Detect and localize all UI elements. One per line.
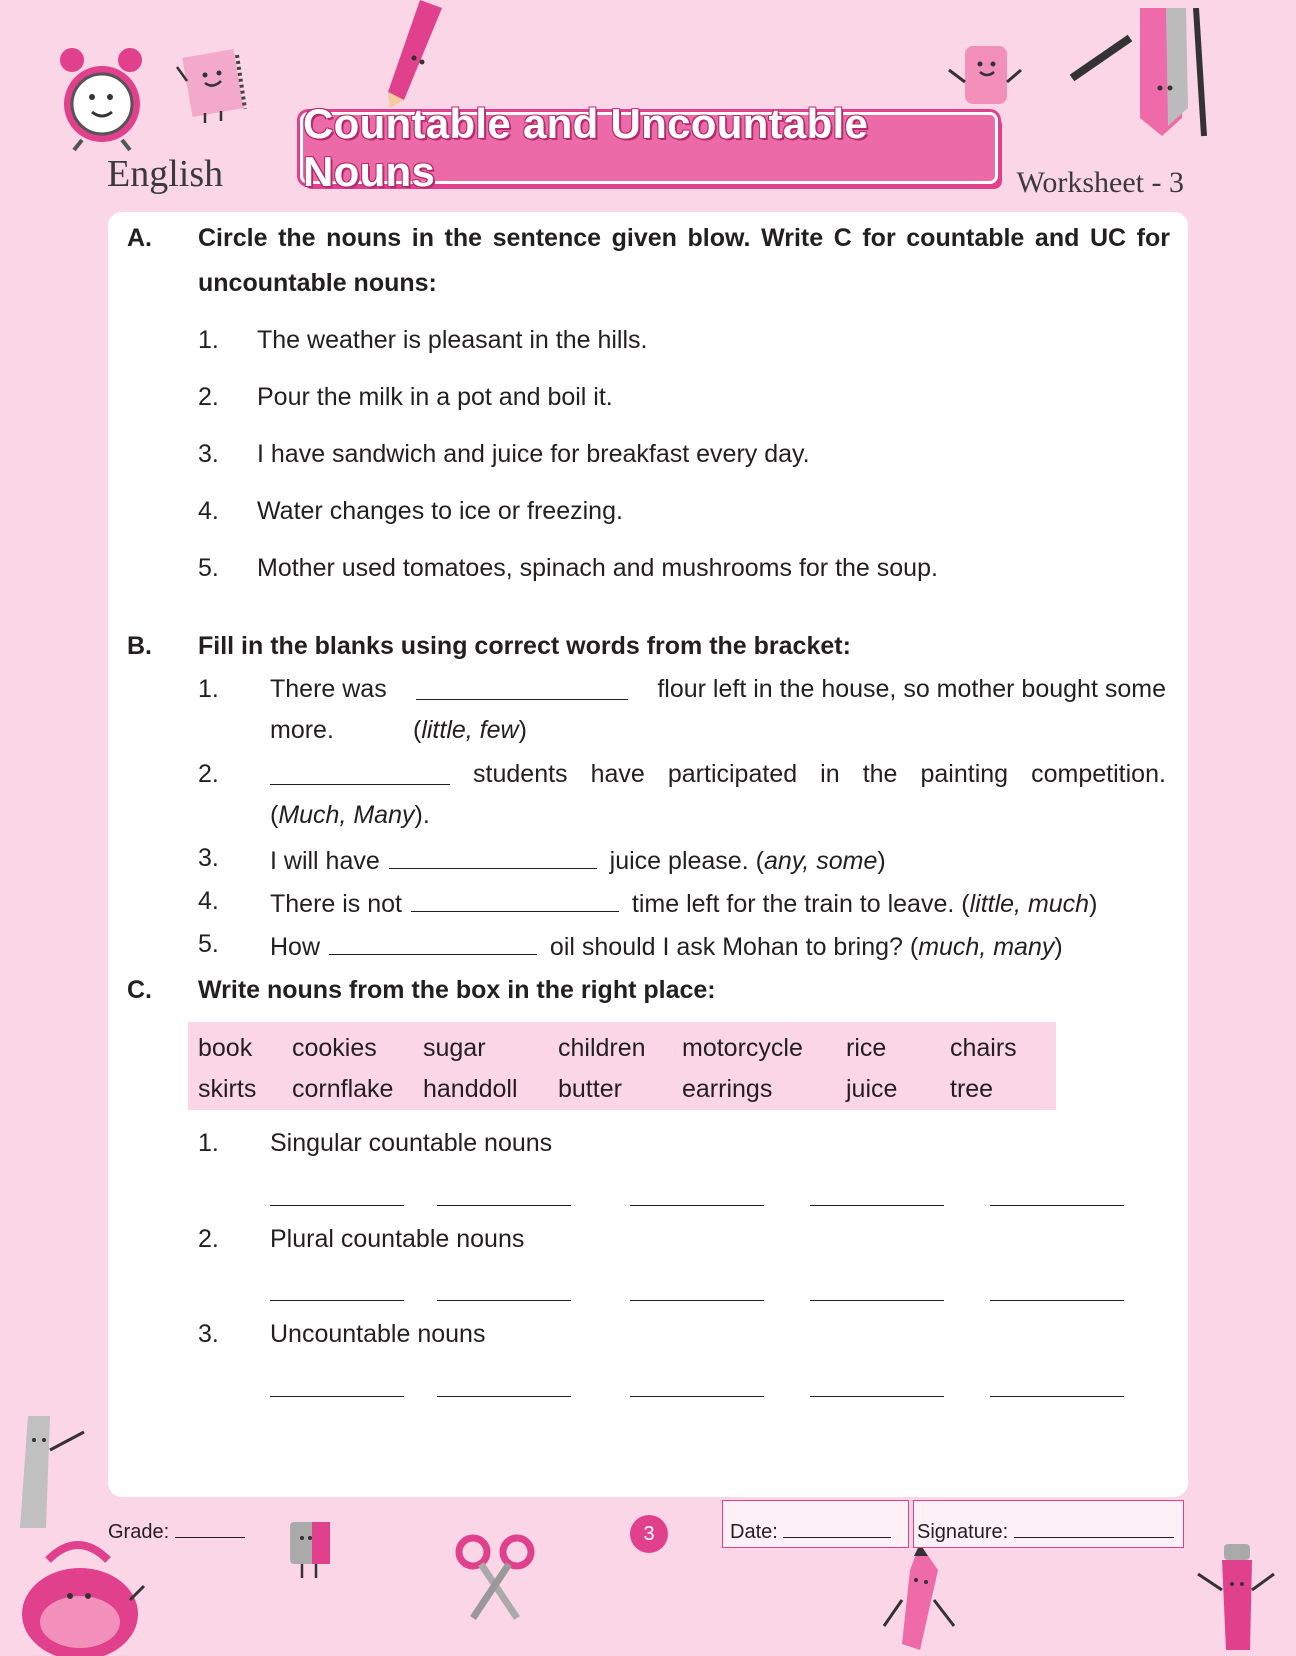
item-number: 3. <box>198 1320 219 1348</box>
pen-character-icon <box>1190 1540 1280 1656</box>
date-label: Date: <box>730 1521 778 1543</box>
item-number: 2. <box>198 383 219 411</box>
item-number: 2. <box>198 1225 219 1253</box>
options-text: Much, Many <box>278 801 415 829</box>
box-word: sugar <box>423 1034 486 1062</box>
answer-blank[interactable] <box>411 889 619 912</box>
box-word: juice <box>846 1075 898 1103</box>
options-hint <box>270 803 430 828</box>
sharpener-character-icon <box>282 1516 342 1582</box>
item-number: 3. <box>198 844 219 872</box>
box-word: butter <box>558 1075 622 1103</box>
sentence-item: The weather is pleasant in the hills. <box>257 326 648 354</box>
blank-word: competition. <box>1031 760 1166 788</box>
signature-field <box>917 1519 1174 1544</box>
date-field <box>730 1519 891 1544</box>
options-close: ) <box>518 716 527 744</box>
blank-word: painting <box>920 760 1009 788</box>
answer-blank[interactable] <box>416 677 628 700</box>
item-number: 4. <box>198 497 219 525</box>
item-number: 2. <box>198 760 219 788</box>
box-word: handdoll <box>423 1075 518 1103</box>
answer-blank[interactable] <box>329 932 537 955</box>
box-word: tree <box>950 1075 994 1103</box>
fill-blank-item <box>270 762 1166 787</box>
sentence-item: I have sandwich and juice for breakfast every day. <box>257 440 810 468</box>
bag-character-icon <box>18 1530 148 1656</box>
answer-line[interactable] <box>990 1396 1124 1397</box>
box-word: earrings <box>682 1075 773 1103</box>
blank-prefix: There was <box>270 675 387 703</box>
item-number: 5. <box>198 554 219 582</box>
section-a-letter: A. <box>127 224 152 252</box>
scissors-icon <box>455 1532 535 1622</box>
options-close: ). <box>414 801 430 829</box>
answer-line[interactable] <box>810 1396 944 1397</box>
blank-suffix: flour left in the house, so mother bought some <box>657 675 1166 703</box>
answer-line[interactable] <box>990 1205 1124 1206</box>
answer-line[interactable] <box>630 1300 764 1301</box>
fill-blank-item <box>270 932 1063 960</box>
section-b-letter: B. <box>127 632 152 660</box>
section-c-letter: C. <box>127 976 152 1004</box>
options-text: any, some <box>763 847 878 875</box>
signature-blank[interactable] <box>1014 1519 1174 1538</box>
category-label: Uncountable nouns <box>270 1320 486 1348</box>
box-word: book <box>198 1034 253 1062</box>
word-box <box>188 1022 1056 1110</box>
grade-label: Grade: <box>108 1521 170 1543</box>
options-hint <box>413 718 527 743</box>
item-number: 1. <box>198 675 219 703</box>
pencil-character-icon <box>380 0 450 110</box>
answer-line[interactable] <box>990 1300 1124 1301</box>
box-word: cornflake <box>292 1075 394 1103</box>
blank-suffix: time left for the train to leave. <box>631 890 955 918</box>
blank-word: have <box>590 760 645 788</box>
page-number: 3 <box>643 1522 655 1545</box>
answer-line[interactable] <box>437 1300 571 1301</box>
fill-blank-item <box>270 889 1097 917</box>
box-word: skirts <box>198 1075 257 1103</box>
section-c-instruction: Write nouns from the box in the right place: <box>198 976 716 1004</box>
page-title: Countable and Uncountable Nouns <box>303 100 869 195</box>
answer-line[interactable] <box>630 1205 764 1206</box>
section-a-instruction-line2: uncountable nouns: <box>198 269 437 297</box>
page-number-badge <box>630 1515 668 1553</box>
box-word: chairs <box>950 1034 1017 1062</box>
date-blank[interactable] <box>783 1519 891 1538</box>
sentence-item: Water changes to ice or freezing. <box>257 497 623 525</box>
section-a-instruction-line1: Circle the nouns in the sentence given blow. Write C for countable and UC for <box>198 224 1170 252</box>
blank-word: the <box>862 760 898 788</box>
blank-suffix: oil should I ask Mohan to bring? <box>549 933 903 961</box>
answer-line[interactable] <box>270 1300 404 1301</box>
box-word: cookies <box>292 1034 377 1062</box>
options-open: ( <box>909 933 919 961</box>
pencil-pair-character-icon <box>1070 8 1210 138</box>
notebook-character-icon <box>175 45 255 125</box>
options-open: ( <box>755 847 764 875</box>
blank-prefix: There is not <box>270 890 403 918</box>
ruler-character-icon <box>10 1410 90 1530</box>
answer-blank[interactable] <box>270 762 450 785</box>
title-banner <box>300 100 998 195</box>
blank-word: in <box>820 760 840 788</box>
fill-blank-item <box>270 677 1166 702</box>
blank-prefix: How <box>270 933 321 961</box>
box-word: rice <box>846 1034 887 1062</box>
subject-label: English <box>107 153 224 195</box>
grade-field <box>108 1519 245 1544</box>
answer-line[interactable] <box>810 1205 944 1206</box>
box-word: children <box>558 1034 646 1062</box>
sentence-item: Mother used tomatoes, spinach and mushrooms for the soup. <box>257 554 938 582</box>
section-b-instruction: Fill in the blanks using correct words from the bracket: <box>198 632 851 660</box>
item-number: 1. <box>198 326 219 354</box>
options-text: little, much <box>969 890 1090 918</box>
answer-line[interactable] <box>270 1396 404 1397</box>
answer-blank[interactable] <box>389 846 597 869</box>
options-open: ( <box>961 890 970 918</box>
options-open: ( <box>270 801 279 829</box>
blank-prefix: I will have <box>270 847 380 875</box>
signature-label: Signature: <box>917 1521 1009 1543</box>
answer-line[interactable] <box>630 1396 764 1397</box>
grade-blank[interactable] <box>175 1519 245 1538</box>
options-text: little, few <box>421 716 519 744</box>
answer-line[interactable] <box>810 1300 944 1301</box>
options-close: ) <box>877 847 886 875</box>
blank-suffix: juice please. <box>609 847 749 875</box>
options-text: much, many <box>918 933 1055 961</box>
blank-word: participated <box>667 760 798 788</box>
item-number: 5. <box>198 930 219 958</box>
item-number: 1. <box>198 1129 219 1157</box>
answer-line[interactable] <box>437 1396 571 1397</box>
options-open: ( <box>413 716 422 744</box>
answer-line[interactable] <box>437 1205 571 1206</box>
sentence-item: Pour the milk in a pot and boil it. <box>257 383 613 411</box>
fill-blank-item <box>270 846 886 874</box>
item-number: 3. <box>198 440 219 468</box>
category-label: Plural countable nouns <box>270 1225 525 1253</box>
options-close: ) <box>1089 890 1098 918</box>
box-word: motorcycle <box>682 1034 803 1062</box>
item-number: 4. <box>198 887 219 915</box>
options-close: ) <box>1054 933 1063 961</box>
blank-continuation: more. <box>270 716 334 744</box>
blank-word: students <box>473 760 568 788</box>
category-label: Singular countable nouns <box>270 1129 553 1157</box>
worksheet-label: Worksheet - 3 <box>1016 166 1184 199</box>
crayon-character-icon <box>880 1540 960 1656</box>
alarm-clock-icon <box>52 42 152 152</box>
answer-line[interactable] <box>270 1205 404 1206</box>
